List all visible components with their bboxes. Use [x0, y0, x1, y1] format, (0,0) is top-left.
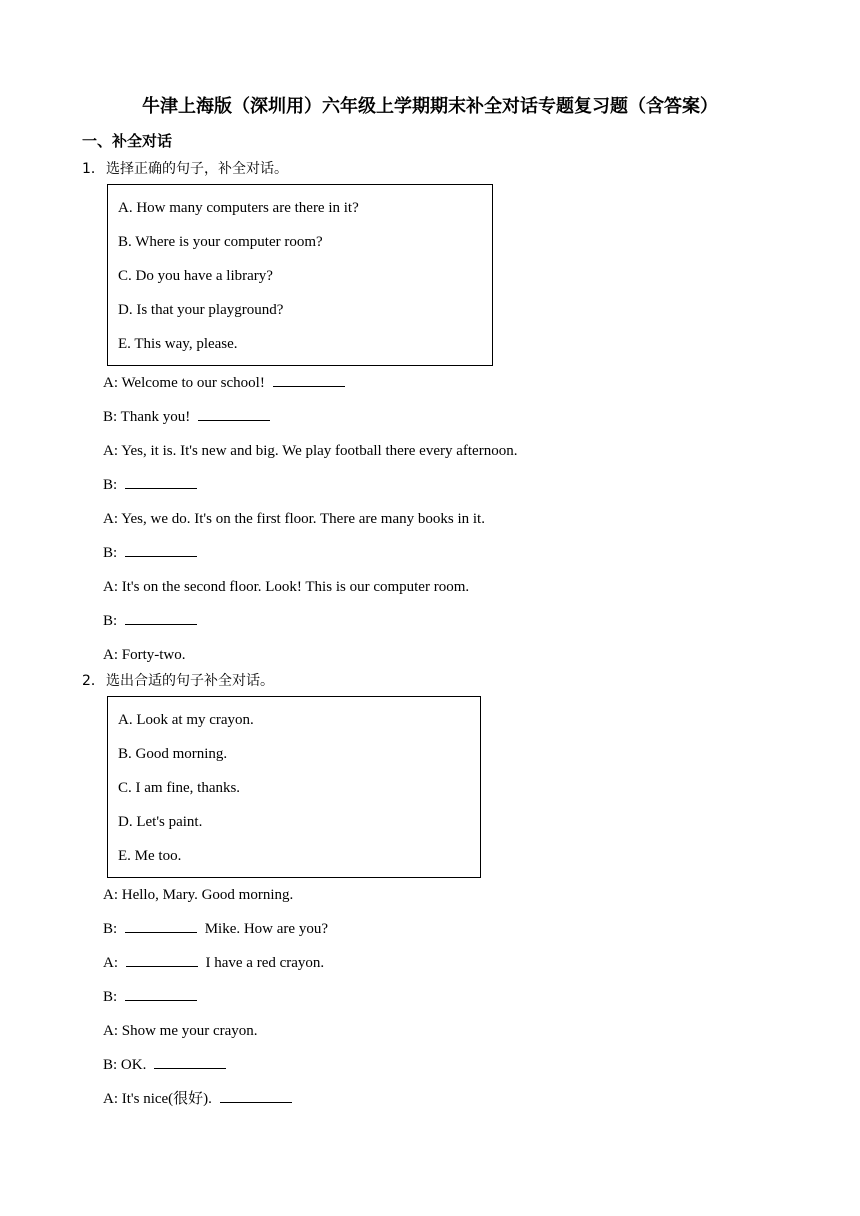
dialog	[103, 878, 782, 1116]
option-e: E. This way, please.	[118, 336, 238, 352]
dialog-line: A: Yes, it is. It's new and big. We play football there every afternoon.	[103, 443, 518, 459]
answer-blank[interactable]	[125, 986, 197, 1001]
options-box	[107, 184, 493, 366]
question-2	[82, 670, 782, 1116]
answer-blank[interactable]	[126, 952, 198, 967]
dialog-line: B:	[103, 536, 782, 570]
dialog-line: B: OK.	[103, 1048, 782, 1082]
dialog-line: A: I have a red crayon.	[103, 946, 782, 980]
option-d: D. Let's paint.	[118, 814, 203, 830]
dialog-line: B:	[103, 604, 782, 638]
option-e: E. Me too.	[118, 848, 182, 864]
dialog-line: B: Thank you!	[103, 400, 782, 434]
option-b: B. Where is your computer room?	[118, 234, 323, 250]
dialog-line: B:	[103, 980, 782, 1014]
question-header	[82, 670, 782, 692]
options-box	[107, 696, 481, 878]
question-number: 1．	[82, 161, 105, 177]
question-header	[82, 158, 782, 180]
answer-blank[interactable]	[125, 918, 197, 933]
answer-blank[interactable]	[125, 542, 197, 557]
dialog-line: A: Hello, Mary. Good morning.	[103, 887, 294, 903]
question-prompt: 选出合适的句子补全对话。	[106, 673, 274, 689]
option-a: A. Look at my crayon.	[118, 712, 254, 728]
answer-blank[interactable]	[125, 610, 197, 625]
dialog-line: A: Forty-two.	[103, 647, 186, 663]
answer-blank[interactable]	[125, 474, 197, 489]
answer-blank[interactable]	[154, 1054, 226, 1069]
question-1	[82, 158, 782, 672]
section-title: 一、补全对话	[82, 132, 173, 150]
option-b: B. Good morning.	[118, 746, 228, 762]
dialog-line: B:	[103, 468, 782, 502]
dialog	[103, 366, 782, 672]
answer-blank[interactable]	[273, 372, 345, 387]
dialog-line: A: It's nice(很好).	[103, 1082, 782, 1116]
dialog-line: A: Show me your crayon.	[103, 1023, 258, 1039]
dialog-line: A: It's on the second floor. Look! This is our computer room.	[103, 579, 470, 595]
option-d: D. Is that your playground?	[118, 302, 284, 318]
question-prompt: 选择正确的句子，补全对话。	[106, 161, 288, 177]
option-a: A. How many computers are there in it?	[118, 200, 359, 216]
answer-blank[interactable]	[198, 406, 270, 421]
page-title: 牛津上海版（深圳用）六年级上学期期末补全对话专题复习题（含答案）	[142, 96, 718, 117]
dialog-line: A: Yes, we do. It's on the first floor. There are many books in it.	[103, 511, 485, 527]
option-c: C. I am fine, thanks.	[118, 780, 241, 796]
answer-blank[interactable]	[220, 1088, 292, 1103]
question-number: 2．	[82, 673, 105, 689]
dialog-line: B: Mike. How are you?	[103, 912, 782, 946]
option-c: C. Do you have a library?	[118, 268, 273, 284]
dialog-line: A: Welcome to our school!	[103, 366, 782, 400]
